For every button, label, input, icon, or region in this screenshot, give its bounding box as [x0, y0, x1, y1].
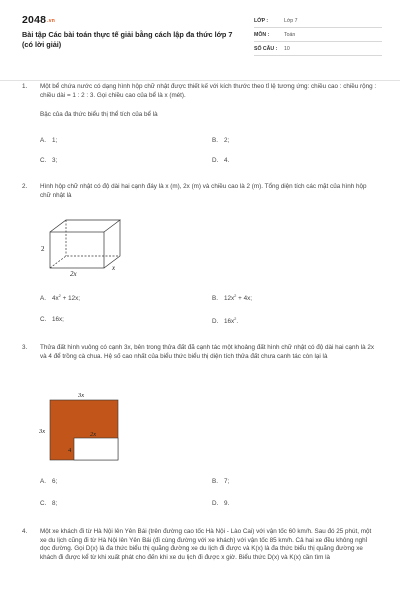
- option-a[interactable]: A. 1;: [40, 137, 58, 144]
- question-number: 4.: [22, 528, 28, 535]
- header: [22, 14, 382, 76]
- tomato-bed: [74, 438, 118, 460]
- option-d[interactable]: D. 4.: [212, 157, 230, 164]
- site-logo[interactable]: 2048.vn: [22, 14, 55, 26]
- option-a[interactable]: A. $4x^2 + 12x$;: [40, 293, 80, 302]
- question-text: Một xe khách đi từ Hà Nội lên Yên Bái (trên đường cao tốc Hà Nội - Lào Cai) với vận tốc 60 km/h. Sau đó 25 phút, một xe du lịch cũng đi từ Hà Nội lên Yên Bái (đi cùng đường với xe khách) với vận tốc 85 km/h. Cả hai xe đều không nghỉ dọc đường. Gọi D(x) là đa thức biểu thị quãng đường xe du lịch đi được và K(x) là đa thức biểu thị quãng đường xe khách đi được kể từ khi xuất phát cho đến khi xe du lịch đi được x giờ. Biểu thức D(x) và K(x) cần tìm là: [40, 528, 372, 561]
- box-height-label: 2: [41, 245, 45, 253]
- question-3: [22, 344, 380, 374]
- question-text: Một bể chứa nước có dạng hình hộp chữ nhật được thiết kế với kích thước theo tỉ lệ tương ứng: chiều cao : chiều rộng : chiều dài = 1 : 2 : 3. Gọi chiều cao của bể là x (mét).: [40, 83, 377, 99]
- meta-value: 10: [284, 46, 290, 52]
- question-1: [22, 83, 380, 113]
- meta-row-subject: [254, 28, 382, 42]
- option-a[interactable]: A. 6;: [40, 478, 58, 485]
- question-number: 3.: [22, 344, 28, 351]
- meta-value: Toán: [284, 32, 296, 38]
- box-hidden-edges: [50, 256, 120, 268]
- question-text: Thửa đất hình vuông có cạnh 3x, bên trong thửa đất đã cạnh tác một khoảng đất hình chữ nhật có độ dài hai cạnh là 2x và 4 để trồng cà chua. Hệ số cao nhất của biểu thức biểu thị diện tích thửa đất chưa canh tác còn lại là: [40, 344, 375, 360]
- box-figure: [36, 210, 136, 280]
- question-text: Hình hộp chữ nhật có độ dài hai cạnh đáy là x (m), 2x (m) và chiều cao là 2 (m). Tổng diện tích các mặt của hình hộp chữ nhật là: [40, 183, 367, 199]
- document-title: Bài tập Các bài toán thực tế giải bằng cách lập đa thức lớp 7 (có lời giải): [22, 30, 233, 49]
- meta-row-grade: [254, 14, 382, 28]
- question-number: 1.: [22, 83, 28, 90]
- box-length-label: 2x: [70, 270, 77, 278]
- option-c[interactable]: C. 3;: [40, 157, 58, 164]
- bed-width-label: 4: [68, 447, 72, 454]
- meta-table: [254, 14, 382, 56]
- question-number: 2.: [22, 183, 28, 190]
- box-front-face: [50, 232, 104, 268]
- header-divider: [0, 80, 400, 81]
- bed-length-label: 2x: [90, 431, 97, 438]
- option-b[interactable]: B. $12x^2 + 4x$;: [212, 293, 252, 302]
- box-side-face: [104, 220, 120, 268]
- option-c[interactable]: C. 16x;: [40, 316, 64, 323]
- land-figure: [36, 388, 126, 464]
- option-d[interactable]: D. 9.: [212, 500, 230, 507]
- land-top-label: 3x: [78, 392, 85, 399]
- question-2: [22, 183, 380, 203]
- option-c[interactable]: C. 8;: [40, 500, 58, 507]
- meta-key: LỚP :: [254, 18, 269, 24]
- meta-key: SỐ CÂU :: [254, 46, 278, 52]
- box-top-face: [50, 220, 120, 232]
- meta-row-count: [254, 42, 382, 56]
- question-4: [22, 528, 380, 592]
- box-width-label: x: [112, 264, 116, 272]
- question-subtext: Bậc của đa thức biểu thị thể tích của bể là: [40, 111, 158, 118]
- option-b[interactable]: B. 2;: [212, 137, 230, 144]
- option-d[interactable]: D. $16x^2$.: [212, 316, 239, 325]
- land-left-label: 3x: [39, 428, 46, 435]
- option-b[interactable]: B. 7;: [212, 478, 230, 485]
- meta-key: MÔN :: [254, 32, 270, 38]
- meta-value: Lớp 7: [284, 18, 298, 24]
